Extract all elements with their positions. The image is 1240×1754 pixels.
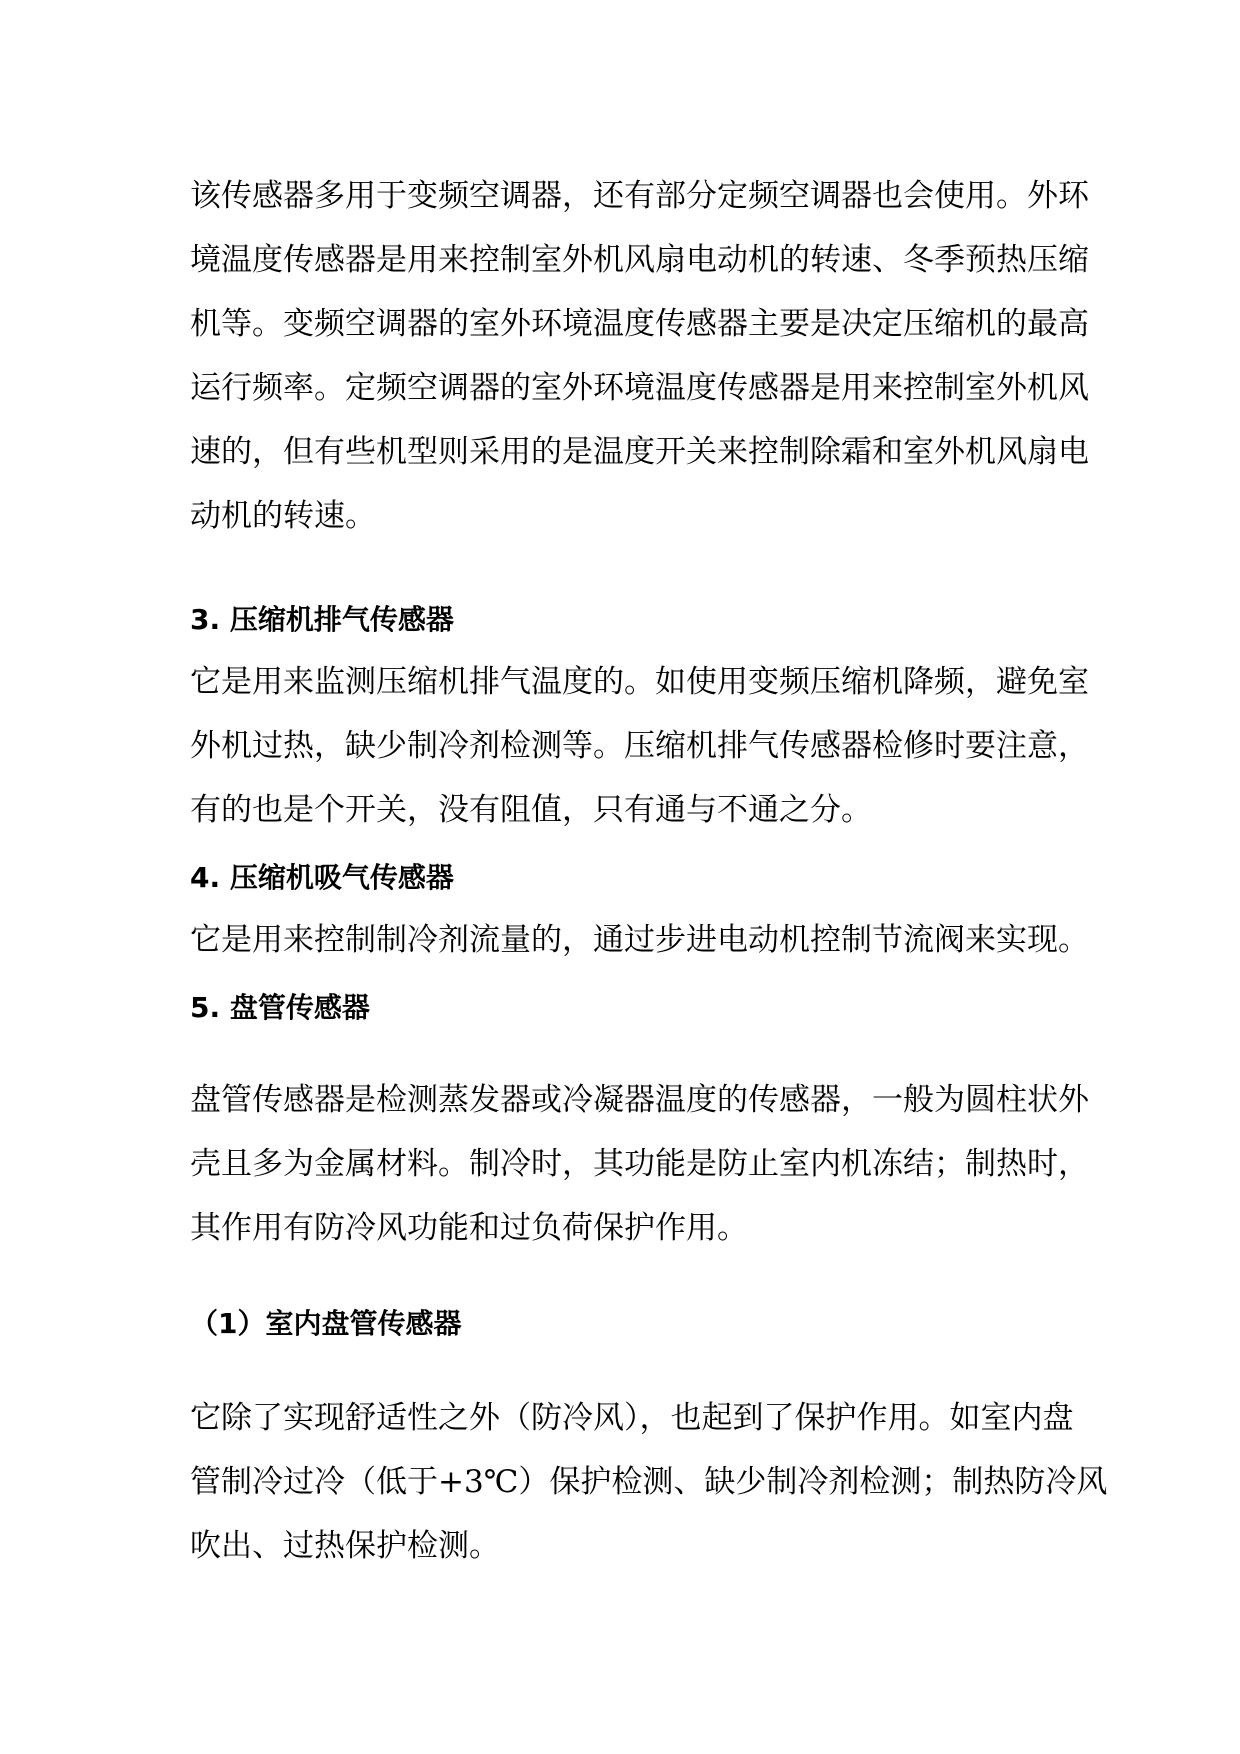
paragraph-line: 机等。变频空调器的室外环境温度传感器主要是决定压缩机的最高 [190, 306, 1089, 342]
section-heading: 3. 压缩机排气传感器 [190, 603, 454, 636]
paragraph-line: 它是用来控制制冷剂流量的，通过步进电动机控制节流阀来实现。 [190, 922, 1089, 958]
paragraph-line: 管制冷过冷（低于+3℃）保护检测、缺少制冷剂检测；制热防冷风 [190, 1464, 1108, 1500]
paragraph-line: 速的，但有些机型则采用的是温度开关来控制除霜和室外机风扇电 [190, 434, 1089, 470]
paragraph-line: 外机过热，缺少制冷剂检测等。压缩机排气传感器检修时要注意， [190, 728, 1089, 764]
paragraph-line: 其作用有防冷风功能和过负荷保护作用。 [190, 1210, 748, 1246]
paragraph-line: 盘管传感器是检测蒸发器或冷凝器温度的传感器，一般为圆柱状外 [190, 1082, 1089, 1118]
paragraph-line: 运行频率。定频空调器的室外环境温度传感器是用来控制室外机风 [190, 370, 1089, 406]
subsection-heading: （1）室内盘管传感器 [190, 1307, 462, 1340]
section-heading: 4. 压缩机吸气传感器 [190, 861, 454, 894]
paragraph-line: 它除了实现舒适性之外（防冷风），也起到了保护作用。如室内盘 [190, 1400, 1074, 1436]
paragraph-line: 它是用来监测压缩机排气温度的。如使用变频压缩机降频，避免室 [190, 664, 1089, 700]
paragraph-line: 该传感器多用于变频空调器，还有部分定频空调器也会使用。外环 [190, 178, 1089, 214]
paragraph-line: 壳且多为金属材料。制冷时，其功能是防止室内机冻结；制热时， [190, 1146, 1089, 1182]
paragraph-line: 吹出、过热保护检测。 [190, 1528, 500, 1564]
paragraph-line: 动机的转速。 [190, 498, 376, 534]
section-heading: 5. 盘管传感器 [190, 991, 370, 1024]
paragraph-line: 境温度传感器是用来控制室外机风扇电动机的转速、冬季预热压缩 [190, 242, 1089, 278]
paragraph-line: 有的也是个开关，没有阻值，只有通与不通之分。 [190, 792, 872, 828]
